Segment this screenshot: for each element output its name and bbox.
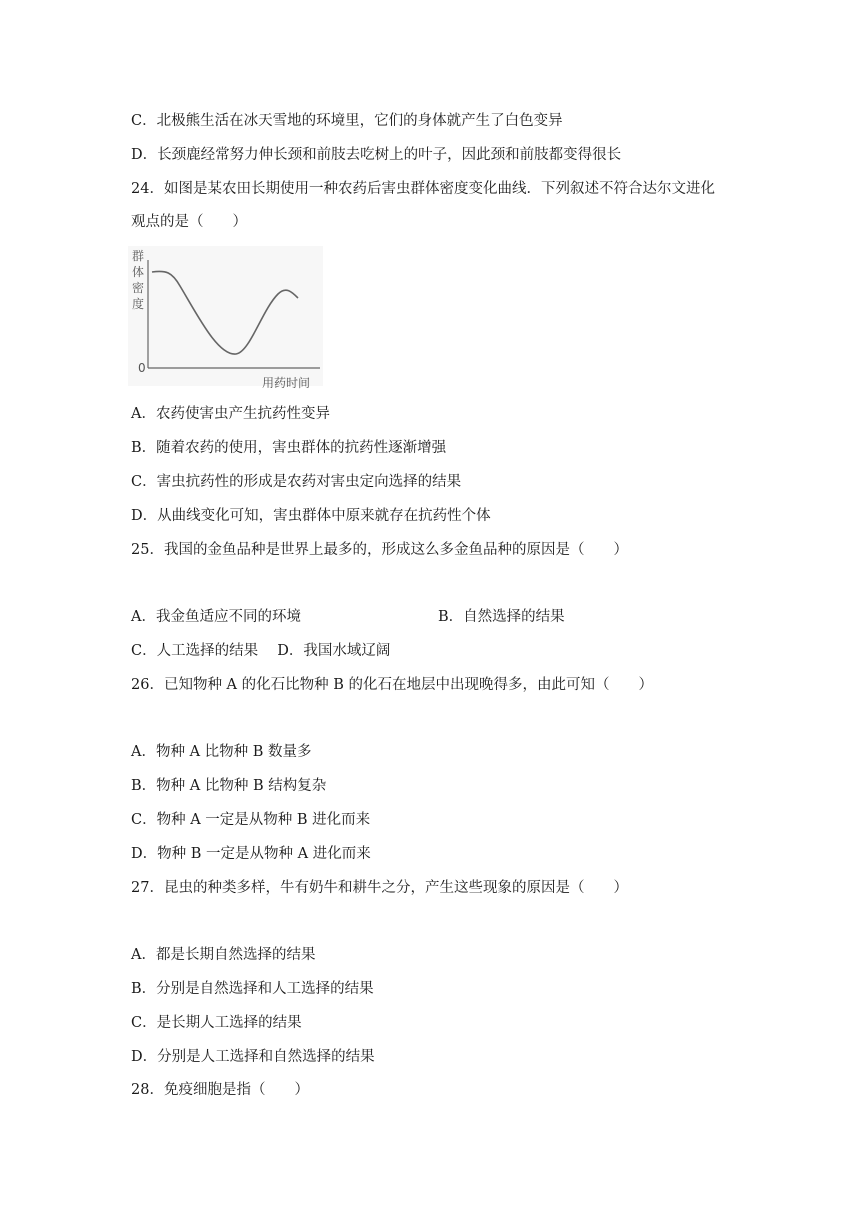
question-24-line2: 观点的是（ ）	[131, 214, 247, 230]
option-c-q23: C．北极熊生活在冰天雪地的环境里，它们的身体就产生了白色变异	[131, 113, 563, 129]
option-a-q24: A．农药使害虫产生抗药性变异	[131, 406, 330, 422]
xlabel: 用药时间	[262, 376, 311, 390]
option-c-q27: C．是长期人工选择的结果	[131, 1015, 302, 1031]
question-28: 28．免疫细胞是指（ ）	[131, 1082, 309, 1098]
curve-svg	[128, 246, 328, 394]
ylabel-char-3: 密	[132, 281, 145, 295]
option-d-q24: D．从曲线变化可知，害虫群体中原来就存在抗药性个体	[131, 508, 491, 524]
option-d-q26: D．物种 B 一定是从物种 A 进化而来	[131, 846, 371, 862]
question-26: 26．已知物种 A 的化石比物种 B 的化石在地层中出现晚得多，由此可知（ ）	[131, 677, 654, 693]
pest-density-curve-figure	[128, 246, 328, 394]
option-a-q25: A．我金鱼适应不同的环境	[131, 609, 301, 625]
option-b-q25: B．自然选择的结果	[438, 609, 565, 625]
option-d-q23: D．长颈鹿经常努力伸长颈和前肢去吃树上的叶子，因此颈和前肢都变得很长	[131, 147, 622, 163]
option-b-q27: B．分别是自然选择和人工选择的结果	[131, 981, 374, 997]
option-a-q26: A．物种 A 比物种 B 数量多	[131, 744, 312, 760]
ylabel-char-4: 度	[132, 297, 145, 311]
question-24-line1: 24．如图是某农田长期使用一种农药后害虫群体密度变化曲线．下列叙述不符合达尔文进化	[131, 181, 715, 197]
options-cd-q25: C．人工选择的结果 D．我国水域辽阔	[131, 643, 391, 659]
ylabel-char-2: 体	[132, 265, 145, 279]
origin-label: 0	[138, 361, 146, 375]
option-c-q24: C．害虫抗药性的形成是农药对害虫定向选择的结果	[131, 474, 462, 490]
question-27: 27．昆虫的种类多样，牛有奶牛和耕牛之分，产生这些现象的原因是（ ）	[131, 880, 628, 896]
option-d-q27: D．分别是人工选择和自然选择的结果	[131, 1049, 375, 1065]
option-a-q27: A．都是长期自然选择的结果	[131, 947, 316, 963]
question-25: 25．我国的金鱼品种是世界上最多的，形成这么多金鱼品种的原因是（ ）	[131, 542, 628, 558]
option-b-q26: B．物种 A 比物种 B 结构复杂	[131, 778, 327, 794]
ylabel-char-1: 群	[132, 249, 145, 263]
option-b-q24: B．随着农药的使用，害虫群体的抗药性逐渐增强	[131, 440, 447, 456]
option-c-q26: C．物种 A 一定是从物种 B 进化而来	[131, 812, 371, 828]
